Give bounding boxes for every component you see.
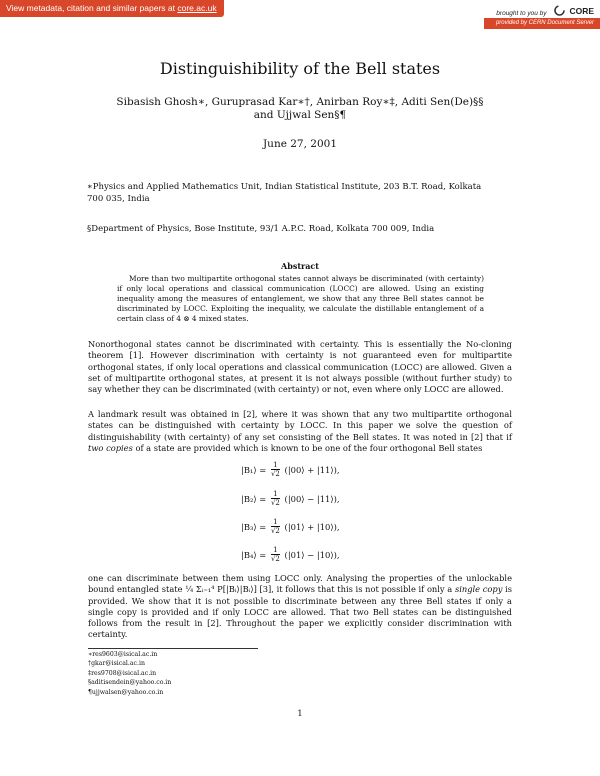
equation-rhs: (|01⟩ − |10⟩),	[284, 549, 340, 560]
affiliation-1-line-2: 700 035, India	[87, 194, 150, 204]
footnote: ‡res9708@isical.ac.in	[88, 669, 157, 677]
fraction	[271, 490, 280, 507]
fraction-denominator: √2	[270, 555, 280, 563]
paragraph-3-text-a: one can discriminate between them using LOCC only. Analysing the properties of the unlockable bound entangled state ¼ Σᵢ₌₁⁴ P[|Bᵢ⟩|Bᵢ⟩] [3], it follows that this is not possible if only a	[88, 573, 512, 595]
equation-b2	[241, 490, 340, 510]
authors	[100, 96, 500, 122]
fraction-numerator: 1	[271, 518, 280, 527]
equation-b4	[241, 546, 340, 566]
paragraph-1: Nonorthogonal states cannot be discriminated with certainty. This is essentially the No-cloning theorem [1]. However discrimination with certainty is not guaranteed even for multipartite orthogonal states, if only local operations and classical communication (LOCC) are allowed. Given a set of multipartite orthogonal states, at present it is not always possible (without further study) to say whether they can be discriminated (with certainty) or not, even where only LOCC are allowed.	[88, 339, 512, 395]
abstract-body: More than two multipartite orthogonal states cannot always be discriminated (with certainty) if only local operations and classical communication (LOCC) are allowed. Using an existing inequality among the measures of entanglement, we show that any three Bell states cannot be discriminated by LOCC. Exploiting the inequality, we calculate the distillable entanglement of a certain class of 4 ⊗ 4 mixed states.	[117, 274, 484, 323]
footnote: †gkar@isical.ac.in	[88, 660, 145, 668]
equation-lhs: |B₃⟩ =	[241, 521, 267, 532]
core-link[interactable]: core.ac.uk	[177, 3, 217, 13]
metadata-banner-text: View metadata, citation and similar papers at	[6, 3, 178, 13]
affiliation-1-line-1: ∗Physics and Applied Mathematics Unit, Indian Statistical Institute, 203 B.T. Road, Kolkata	[87, 182, 482, 192]
paragraph-2-text-a: A landmark result was obtained in [2], where it was shown that any two multipartite orthogonal states can be distinguished with certainty by LOCC. In this paper we solve the question of distinguishability (with certainty) of any set consisting of the Bell states. It was noted in [2] that if	[88, 409, 512, 442]
fraction-denominator: √2	[270, 470, 280, 478]
affiliation-2: §Department of Physics, Bose Institute, 93/1 A.P.C. Road, Kolkata 700 009, India	[87, 224, 435, 234]
fraction-numerator: 1	[271, 546, 280, 555]
fraction-numerator: 1	[271, 461, 280, 470]
affiliation-1	[87, 181, 512, 205]
date: June 27, 2001	[262, 138, 338, 150]
fraction-denominator: √2	[270, 499, 280, 507]
equation-b3	[241, 518, 340, 538]
footnote-divider	[88, 648, 258, 649]
paragraph-3-text-b: is provided. We show that it is not possible to discriminate between any three Bell states if only a single copy is provided and if only LOCC are allowed. That two Bell states can be distinguished follows from the result in [2]. Throughout the paper we explicitly consider discrimination with certainty.	[88, 584, 512, 640]
authors-line-1: Sibasish Ghosh∗, Guruprasad Kar∗†, Anirban Roy∗‡, Aditi Sen(De)§§	[116, 96, 484, 108]
footnotes	[88, 650, 171, 697]
fraction-numerator: 1	[271, 490, 280, 499]
paragraph-2-emphasis: two copies	[88, 442, 133, 453]
provided-by-banner: provided by CERN Document Server	[484, 18, 600, 29]
fraction	[271, 461, 280, 478]
paragraph-2-text-b: of a state are provided which is known to be one of the four orthogonal Bell states	[132, 442, 483, 453]
equation-b1	[241, 461, 340, 481]
equation-rhs: (|00⟩ − |11⟩),	[284, 493, 340, 504]
equation-lhs: |B₄⟩ =	[241, 549, 267, 560]
footnote: ¶ujjwalsen@yahoo.co.in	[88, 688, 164, 696]
abstract-heading: Abstract	[281, 261, 319, 271]
equation-lhs: |B₂⟩ =	[241, 493, 267, 504]
fraction	[271, 518, 280, 535]
paragraph-3	[88, 573, 512, 641]
paper-title: Distinguishibility of the Bell states	[159, 59, 441, 78]
brought-by-text: brought to you by	[496, 10, 547, 17]
core-label: CORE	[569, 5, 594, 16]
equation-rhs: (|00⟩ + |11⟩),	[284, 464, 340, 475]
footnote: ∗res9603@isical.ac.in	[88, 651, 158, 658]
authors-line-2: and Ujjwal Sen§¶	[253, 109, 347, 121]
equation-lhs: |B₁⟩ =	[241, 464, 267, 475]
page-number: 1	[297, 709, 303, 719]
fraction-denominator: √2	[270, 527, 280, 535]
fraction	[271, 546, 280, 563]
footnote: §aditisendein@yahoo.co.in	[88, 679, 172, 687]
paragraph-3-emphasis: single copy	[454, 584, 503, 595]
paragraph-2	[88, 409, 512, 454]
equation-rhs: (|01⟩ + |10⟩),	[284, 521, 340, 532]
